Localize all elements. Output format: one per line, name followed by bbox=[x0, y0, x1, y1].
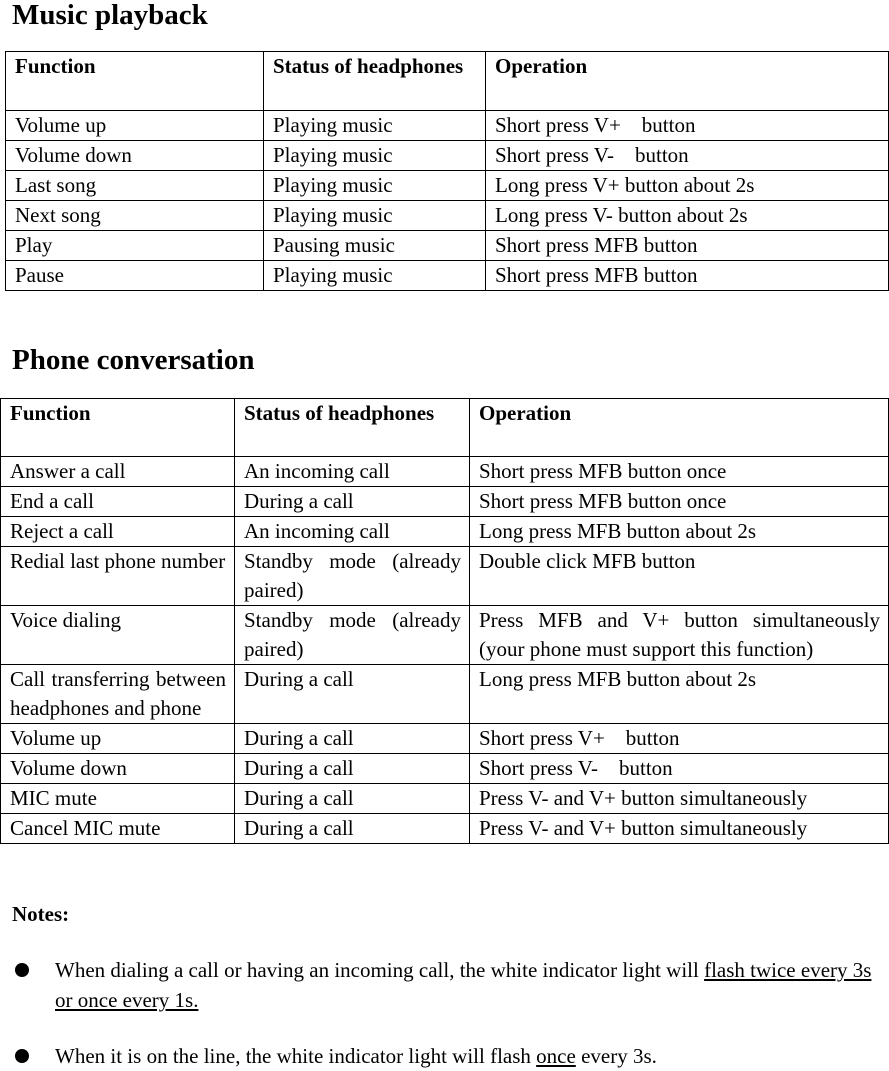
header-function: Function bbox=[1, 399, 235, 457]
status-cell: During a call bbox=[235, 724, 470, 754]
table-row bbox=[6, 201, 889, 231]
table-row bbox=[6, 171, 889, 201]
operation-cell: Short press V+ button bbox=[470, 724, 889, 754]
note-text: When dialing a call or having an incoming call, the white indicator light will flash twice every 3s or once every 1s. bbox=[55, 958, 872, 1012]
status-cell: During a call bbox=[235, 814, 470, 844]
operation-cell: Short press MFB button once bbox=[470, 487, 889, 517]
status-cell: An incoming call bbox=[235, 517, 470, 547]
status-cell: Pausing music bbox=[264, 231, 486, 261]
function-cell: Volume down bbox=[6, 141, 264, 171]
header-status: Status of headphones bbox=[264, 52, 486, 111]
operation-cell: Short press MFB button bbox=[486, 261, 889, 291]
table-row bbox=[6, 261, 889, 291]
bullet-icon bbox=[15, 963, 29, 977]
note-underlined: once bbox=[536, 1044, 576, 1068]
operation-cell: Press MFB and V+ button simultaneously (your phone must support this function) bbox=[470, 606, 889, 665]
table-row bbox=[1, 547, 889, 606]
function-cell: Volume up bbox=[6, 111, 264, 141]
operation-cell: Short press V+ button bbox=[486, 111, 889, 141]
table-row bbox=[1, 487, 889, 517]
header-operation: Operation bbox=[486, 52, 889, 111]
table-row bbox=[1, 784, 889, 814]
table-row bbox=[1, 814, 889, 844]
table-row bbox=[1, 665, 889, 724]
header-operation: Operation bbox=[470, 399, 889, 457]
note-item bbox=[12, 955, 879, 1015]
operation-cell: Short press V- button bbox=[486, 141, 889, 171]
operation-cell: Long press MFB button about 2s bbox=[470, 665, 889, 724]
function-cell: Call transferring between headphones and phone bbox=[1, 665, 235, 724]
status-cell: Standby mode (already paired) bbox=[235, 606, 470, 665]
status-cell: An incoming call bbox=[235, 457, 470, 487]
operation-cell: Press V- and V+ button simultaneously bbox=[470, 784, 889, 814]
function-cell: MIC mute bbox=[1, 784, 235, 814]
operation-cell: Long press V+ button about 2s bbox=[486, 171, 889, 201]
function-cell: Volume up bbox=[1, 724, 235, 754]
function-cell: Play bbox=[6, 231, 264, 261]
table-row bbox=[1, 754, 889, 784]
function-cell: Answer a call bbox=[1, 457, 235, 487]
table-header-row bbox=[6, 52, 889, 111]
operation-cell: Long press V- button about 2s bbox=[486, 201, 889, 231]
status-cell: Playing music bbox=[264, 201, 486, 231]
status-cell: During a call bbox=[235, 784, 470, 814]
table-row bbox=[1, 724, 889, 754]
operation-cell: Short press MFB button once bbox=[470, 457, 889, 487]
function-cell: Volume down bbox=[1, 754, 235, 784]
music-table bbox=[5, 51, 889, 291]
function-cell: End a call bbox=[1, 487, 235, 517]
status-cell: Standby mode (already paired) bbox=[235, 547, 470, 606]
header-status: Status of headphones bbox=[235, 399, 470, 457]
note-item bbox=[12, 1041, 879, 1071]
status-cell: During a call bbox=[235, 754, 470, 784]
operation-cell: Double click MFB button bbox=[470, 547, 889, 606]
table-header-row bbox=[1, 399, 889, 457]
function-cell: Reject a call bbox=[1, 517, 235, 547]
status-cell: Playing music bbox=[264, 261, 486, 291]
function-cell: Voice dialing bbox=[1, 606, 235, 665]
function-cell: Next song bbox=[6, 201, 264, 231]
status-cell: Playing music bbox=[264, 171, 486, 201]
table-row bbox=[1, 457, 889, 487]
function-cell: Pause bbox=[6, 261, 264, 291]
status-cell: Playing music bbox=[264, 111, 486, 141]
operation-cell: Long press MFB button about 2s bbox=[470, 517, 889, 547]
phone-section-title: Phone conversation bbox=[12, 344, 255, 376]
operation-cell: Short press MFB button bbox=[486, 231, 889, 261]
table-row bbox=[1, 517, 889, 547]
table-row bbox=[6, 111, 889, 141]
bullet-icon bbox=[15, 1049, 29, 1063]
function-cell: Redial last phone number bbox=[1, 547, 235, 606]
function-cell: Cancel MIC mute bbox=[1, 814, 235, 844]
phone-table bbox=[0, 398, 889, 844]
operation-cell: Press V- and V+ button simultaneously bbox=[470, 814, 889, 844]
note-text: When it is on the line, the white indicator light will flash once every 3s. bbox=[55, 1044, 657, 1068]
operation-cell: Short press V- button bbox=[470, 754, 889, 784]
notes-label: Notes: bbox=[12, 902, 70, 926]
table-row bbox=[6, 141, 889, 171]
function-cell: Last song bbox=[6, 171, 264, 201]
table-row bbox=[6, 231, 889, 261]
status-cell: During a call bbox=[235, 487, 470, 517]
status-cell: Playing music bbox=[264, 141, 486, 171]
status-cell: During a call bbox=[235, 665, 470, 724]
music-section-title: Music playback bbox=[12, 0, 208, 31]
note-underlined: flash twice every 3s or once every 1s. bbox=[55, 958, 872, 1012]
table-row bbox=[1, 606, 889, 665]
header-function: Function bbox=[6, 52, 264, 111]
